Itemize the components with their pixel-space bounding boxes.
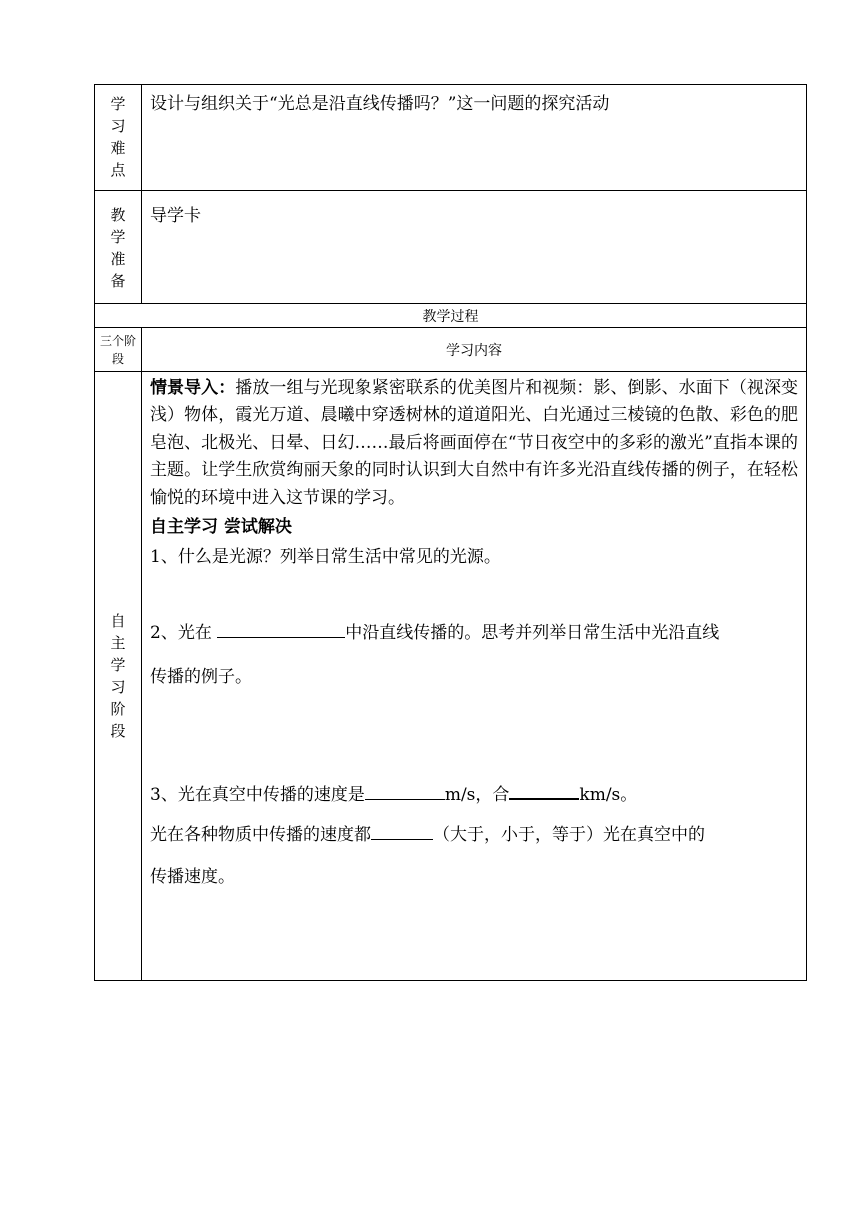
process-header: 教学过程	[95, 304, 807, 328]
q2-blank	[217, 619, 345, 638]
question-3: 3、光在真空中传播的速度是 m/s，合 km/s。	[150, 780, 798, 810]
intro-paragraph	[150, 375, 798, 512]
q4-blank	[371, 821, 433, 840]
preparation-row	[95, 191, 807, 304]
lesson-plan-table	[94, 84, 807, 981]
self-study-row	[95, 372, 807, 981]
intro-label: 情景导入：	[150, 378, 236, 398]
question-2: 2、光在 中沿直线传播的。思考并列举日常生活中光沿直线	[150, 618, 798, 648]
difficulty-row	[95, 85, 807, 191]
difficulty-text: 设计与组织关于“光总是沿直线传播吗？”这一问题的探究活动	[142, 85, 807, 191]
preparation-text: 导学卡	[142, 191, 807, 304]
question-4-line2: 传播速度。	[150, 867, 235, 888]
content-column-header: 学习内容	[142, 328, 807, 372]
stage-label: 自 主 学 习 阶 段	[95, 372, 142, 981]
self-study-heading: 自主学习 尝试解决	[150, 517, 292, 538]
q3-blank-2	[509, 780, 579, 800]
stage-column-header: 三个阶段	[95, 328, 142, 372]
stage-content	[142, 372, 807, 981]
question-2-line2: 传播的例子。	[150, 667, 252, 688]
q3-blank-1	[365, 781, 445, 800]
difficulty-label: 学 习 难 点	[95, 85, 142, 191]
question-1: 1、什么是光源？列举日常生活中常见的光源。	[150, 547, 501, 568]
process-header-row	[95, 304, 807, 328]
preparation-label: 教 学 准 备	[95, 191, 142, 304]
intro-text: 播放一组与光现象紧密联系的优美图片和视频：影、倒影、水面下（视深变浅）物体，霞光万道、晨曦中穿透树林的道道阳光、白光通过三棱镜的色散、彩色的肥皂泡、北极光、日晕、日幻……最后将画面停在“节日夜空中的多彩的激光”直指本课的主题。让学生欣赏绚丽天象的同时认识到大自然中有许多光沿直线传播的例子，在轻松愉悦的环境中进入这节课的学习。	[150, 378, 799, 508]
question-4: 光在各种物质中传播的速度都 （大于，小于，等于）光在真空中的	[150, 820, 798, 850]
column-header-row	[95, 328, 807, 372]
